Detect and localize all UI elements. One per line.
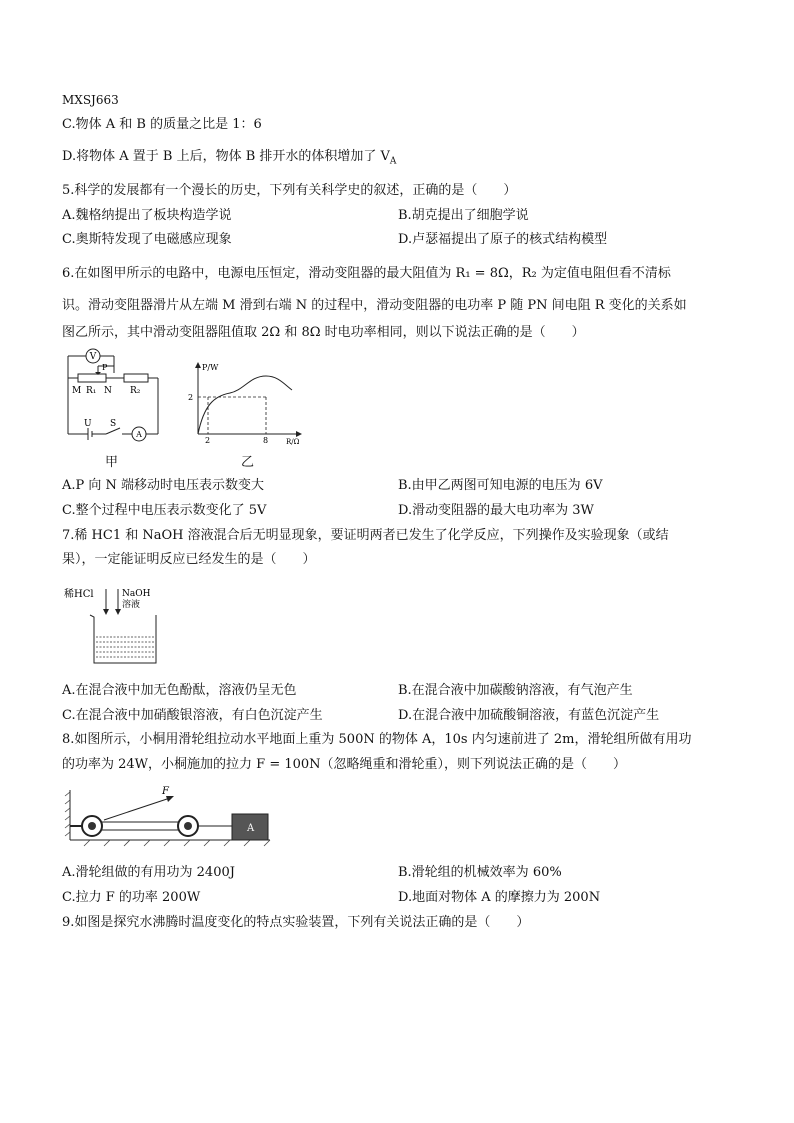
beaker-outline [90,615,156,663]
doc-code: MXSJ663 [62,93,119,107]
q5-option-b: B.胡克提出了细胞学说 [398,208,529,223]
q6-option-b: B.由甲乙两图可知电源的电压为 6V [398,478,603,493]
graph-tick-x2: 2 [205,436,211,445]
q6-option-d: D.滑动变阻器的最大电功率为 3W [398,503,594,518]
q6-option-c: C.整个过程中电压表示数变化了 5V [62,503,267,518]
circuit-label-n: N [104,386,112,396]
down-arrow-icon [103,609,109,615]
q8-option-a: A.滑轮组做的有用功为 2400J [62,865,235,880]
q8-option-c: C.拉力 F 的功率 200W [62,890,201,905]
graph-tick-x8: 8 [263,436,269,445]
power-curve [198,376,292,434]
q8-option-d: D.地面对物体 A 的摩擦力为 200N [398,890,601,905]
q6-power-graph [182,360,307,446]
beaker-label-solution: 溶液 [122,600,141,610]
q4-option-d: D.将物体 A 置于 B 上后，物体 B 排开水的体积增加了 $V_A$ [62,149,397,167]
graph-ylabel: P/W [202,363,219,372]
circuit-label-s: S [110,419,117,429]
q5-option-d: D.卢瑟福提出了原子的核式结构模型 [398,232,608,247]
circuit-label-r1: R₁ [86,386,97,396]
q7-option-c: C.在混合液中加硝酸银溶液，有白色沉淀产生 [62,708,323,723]
q8-stem-line1: 8.如图所示，小桐用滑轮组拉动水平地面上重为 500N 的物体 A，10s 内匀速前进了 2m，滑轮组所做有用功 [62,732,692,747]
q6-stem-line1: 6.在如图甲所示的电路中，电源电压恒定，滑动变阻器的最大阻值为 R₁ = 8Ω，R₂ 为定值电阻但看不清标 [62,266,671,281]
q6-figure-label-jia: 甲 [105,455,119,470]
pulley-label-f: F [162,786,169,797]
q4-option-c: C.物体 A 和 B 的质量之比是 1：6 [62,117,262,132]
circuit-label-v: V [89,352,97,362]
q5-option-a: A.魏格纳提出了板块构造学说 [62,208,232,223]
q4-option-d-sub: A [389,156,397,167]
y-axis-arrow-icon [195,362,201,368]
circuit-label-u: U [84,419,92,429]
q7-option-b: B.在混合液中加碳酸钠溶液，有气泡产生 [398,683,633,698]
q8-stem-line2: 的功率为 24W，小桐施加的拉力 F = 100N（忽略绳重和滑轮重），则下列说法正确的是（ ） [62,757,627,772]
q5-stem: 5.科学的发展都有一个漫长的历史，下列有关科学史的叙述，正确的是（ ） [62,183,517,198]
x-axis-arrow-icon [296,431,302,437]
circuit-label-r2: R₂ [130,386,141,396]
q6-option-a: A.P 向 N 端移动时电压表示数变大 [62,478,265,493]
q8-pulley-figure [64,784,274,854]
beaker-label-hcl: 稀HCl [64,589,94,600]
graph-xlabel: R/Ω [286,438,300,446]
q6-stem-line3: 图乙所示，其中滑动变阻器阻值取 2Ω 和 8Ω 时电功率相同，则以下说法正确的是（ ） [62,325,585,340]
q8-option-b: B.滑轮组的机械效率为 60% [398,865,562,880]
circuit-label-m: M [72,386,82,396]
graph-tick-y2: 2 [188,393,194,402]
q7-stem-line1: 7.稀 HC1 和 NaOH 溶液混合后无明显现象，要证明两者已发生了化学反应，下列操作及实验现象（或结 [62,528,669,543]
q7-stem-line2: 果），一定能证明反应已经发生的是（ ） [62,552,316,567]
pulley-label-a: A [247,823,255,834]
beaker-label-naoh: NaOH [122,589,151,599]
q6-stem-line2: 识。滑动变阻器滑片从左端 M 滑到右端 N 的过程中，滑动变阻器的电功率 P 随 PN 间电阻 R 变化的关系如 [62,298,687,313]
circuit-label-a: A [136,430,142,439]
q6-figure-label-yi: 乙 [241,455,255,470]
q7-option-d: D.在混合液中加硫酸铜溶液，有蓝色沉淀产生 [398,708,660,723]
q7-beaker-figure [62,585,162,667]
down-arrow-icon [115,609,121,615]
q9-stem: 9.如图是探究水沸腾时温度变化的特点实验装置，下列有关说法正确的是（ ） [62,915,530,930]
q6-circuit-figure [62,348,172,448]
circuit-label-p: P [102,363,108,372]
q5-option-c: C.奥斯特发现了电磁感应现象 [62,232,232,247]
q7-option-a: A.在混合液中加无色酚酞，溶液仍呈无色 [62,683,297,698]
